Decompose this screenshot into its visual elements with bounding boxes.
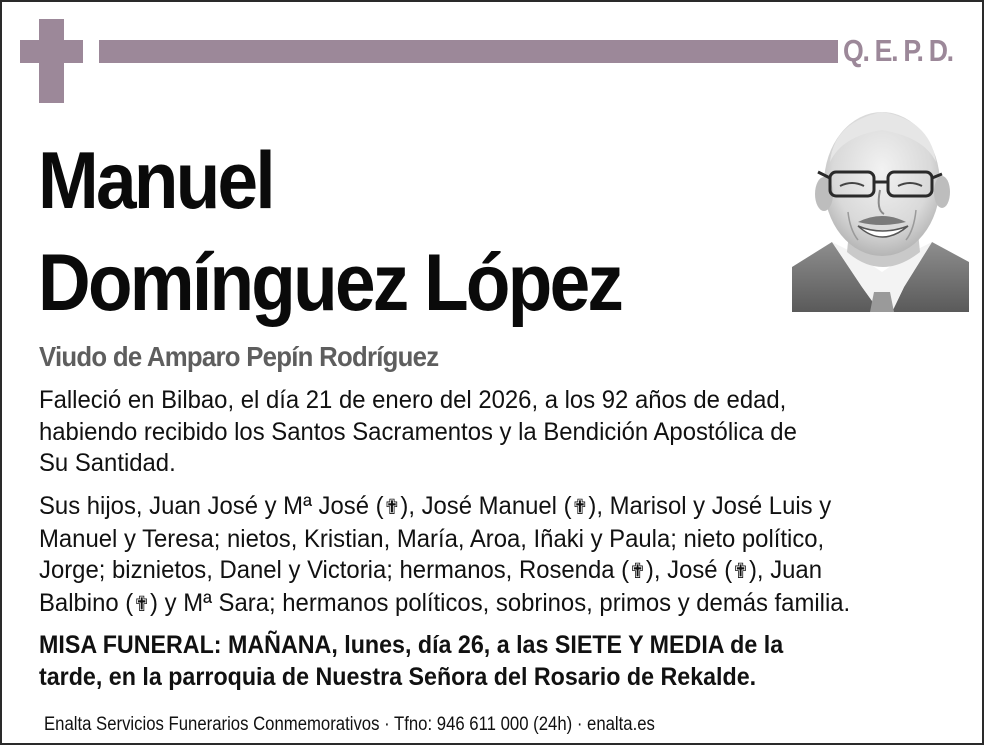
death-notice-line: Su Santidad. (39, 449, 176, 478)
death-notice-paragraph (39, 385, 797, 480)
deceased-name (38, 130, 621, 334)
funeral-line: MISA FUNERAL: MAÑANA, lunes, día 26, a las SIETE Y MEDIA de la (39, 631, 784, 659)
spouse-line: Viudo de Amparo Pepín Rodríguez (39, 341, 439, 372)
family-text: ), José Manuel ( (400, 492, 572, 520)
family-text: Jorge; biznietos, Danel y Victoria; hermanos, Rosenda ( (39, 556, 630, 585)
family-text: ), José ( (645, 556, 733, 585)
name-second-line: Domínguez López (38, 238, 622, 328)
qepd-label: Q. E. P. D. (843, 33, 953, 68)
funeral-mass-paragraph (39, 630, 783, 693)
family-text: ) y Mª Sara; hermanos políticos, sobrinos, primos y demás familia. (150, 588, 851, 617)
family-line (39, 588, 850, 621)
death-notice-line: habiendo recibido los Santos Sacramentos y la Bendición Apostólica de (39, 417, 797, 446)
funeral-line: tarde, en la parroquia de Nuestra Señora del Rosario de Rekalde. (39, 662, 757, 691)
family-text: Sus hijos, Juan José y Mª José ( (39, 492, 384, 520)
family-line (39, 491, 850, 524)
deceased-cross-icon: ✟ (629, 559, 646, 584)
deceased-cross-icon: ✟ (732, 559, 749, 584)
header-band (99, 40, 838, 63)
funeral-home-footer: Enalta Servicios Funerarios Conmemorativos · Tfno: 946 611 000 (24h) · enalta.es (44, 714, 655, 735)
deceased-photo (792, 102, 969, 312)
family-text: ), Marisol y José Luis y (588, 492, 832, 520)
family-line (39, 524, 850, 556)
portrait-icon (792, 102, 969, 312)
family-line (39, 555, 850, 588)
deceased-cross-icon: ✟ (571, 495, 589, 519)
family-text: ), Juan (748, 556, 822, 585)
deceased-cross-icon: ✟ (383, 495, 401, 519)
family-paragraph (39, 491, 850, 620)
family-text: Balbino ( (39, 588, 134, 617)
death-notice-line: Falleció en Bilbao, el día 21 de enero del 2026, a los 92 años de edad, (39, 386, 787, 414)
cross-icon-horizontal (20, 40, 83, 63)
name-first-line: Manuel (38, 136, 273, 226)
deceased-cross-icon: ✟ (133, 591, 151, 616)
family-text: Manuel y Teresa; nietos, Kristian, María, Aroa, Iñaki y Paula; nieto político, (39, 524, 825, 553)
